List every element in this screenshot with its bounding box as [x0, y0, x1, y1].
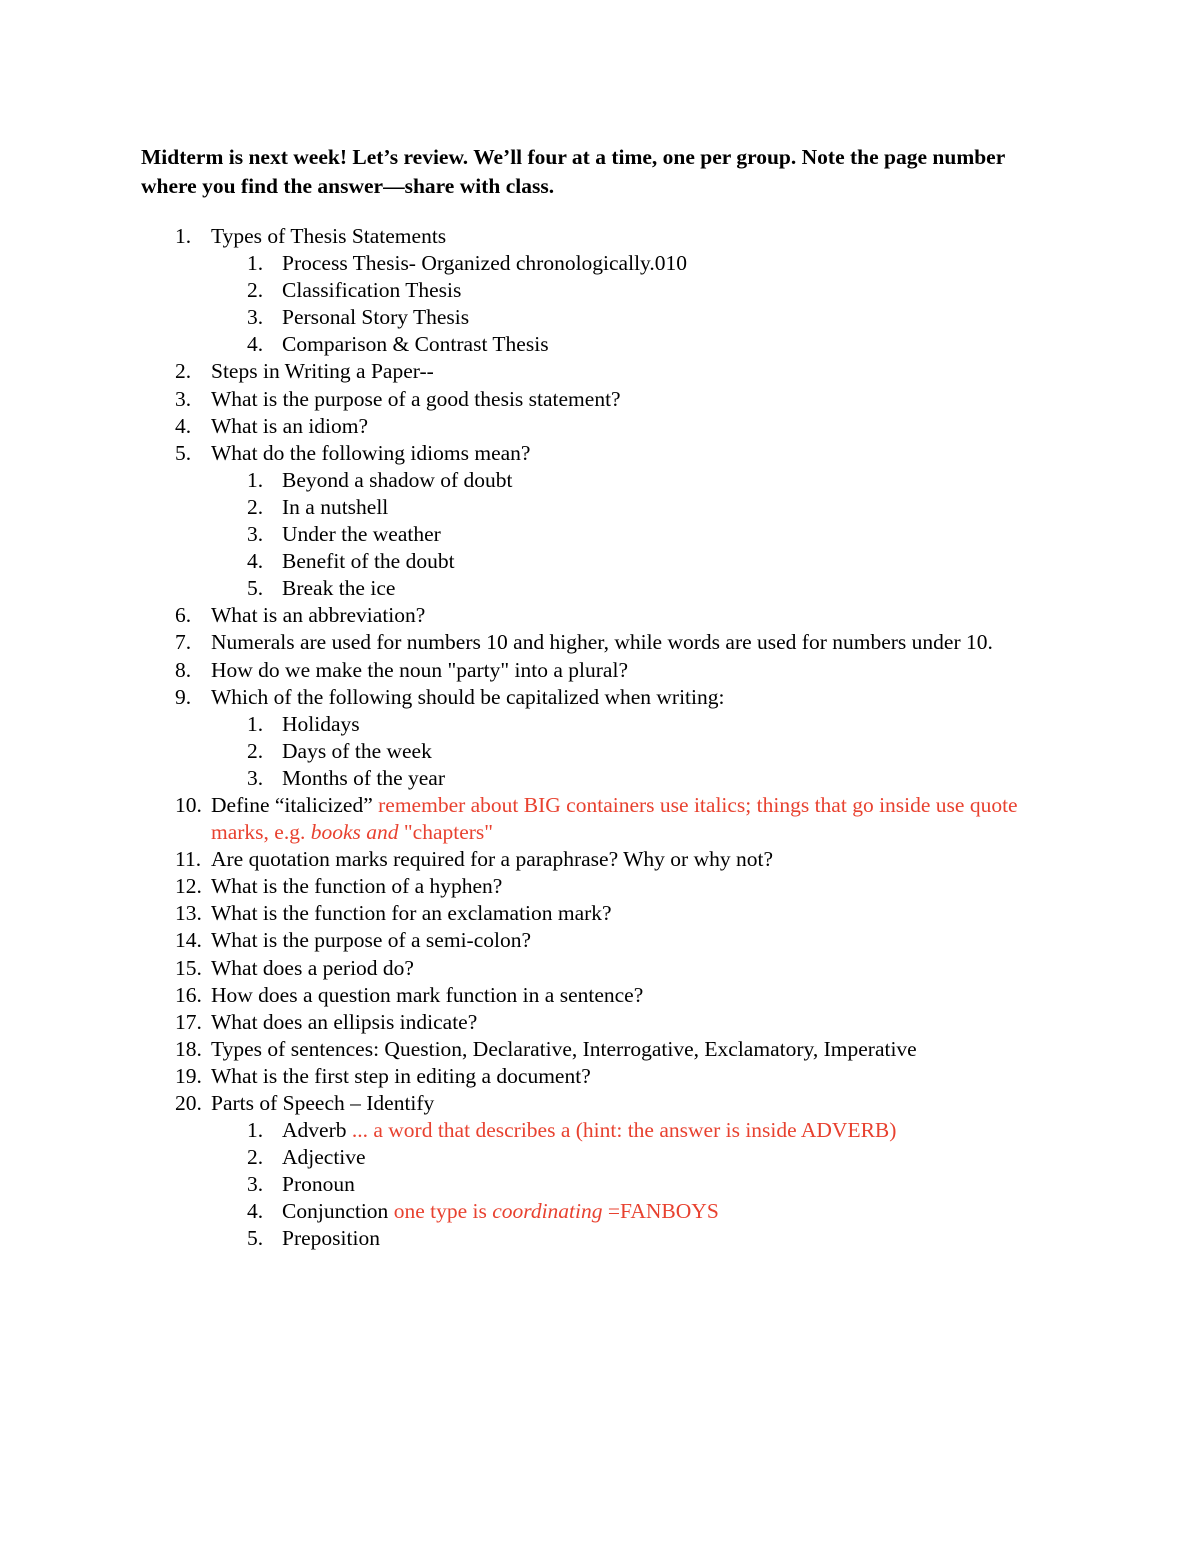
review-question-list [141, 223, 1046, 1253]
question-text: What is an idiom? [211, 413, 369, 438]
sub-item [211, 1171, 1046, 1198]
annotation-note-end: "chapters" [403, 820, 494, 845]
sub-item-number: 2. [247, 494, 264, 519]
question-number: 2. [175, 359, 192, 384]
sub-item [211, 277, 1046, 304]
question-18 [141, 1036, 1046, 1063]
sub-item-text: Preposition [282, 1226, 380, 1251]
sub-item-number: 1. [247, 467, 264, 492]
sub-item-number: 5. [247, 576, 264, 601]
annotation-note-end: =FANBOYS [607, 1199, 719, 1224]
question-number: 4. [175, 413, 192, 438]
sub-item [211, 494, 1046, 521]
annotation-note: ... a word that describes a (hint: the answer is inside ADVERB) [351, 1118, 897, 1143]
question-number: 19. [175, 1063, 202, 1088]
question-9 [141, 684, 1046, 792]
question-number: 7. [175, 630, 192, 655]
question-text: What is the purpose of a semi-colon? [211, 928, 532, 953]
question-text: Define “italicized” [211, 792, 373, 817]
question-4 [141, 413, 1046, 440]
question-text: What is the function for an exclamation mark? [211, 901, 612, 926]
sub-item-number: 2. [247, 278, 264, 303]
sub-item-text: Pronoun [282, 1172, 355, 1197]
question-text: What do the following idioms mean? [211, 440, 531, 465]
question-text: What does a period do? [211, 955, 414, 980]
sub-item [211, 1117, 1046, 1144]
question-number: 9. [175, 684, 192, 709]
question-number: 6. [175, 603, 192, 628]
sub-item-text: Under the weather [282, 522, 441, 547]
annotation-note-italic: coordinating [492, 1199, 603, 1224]
sub-item-number: 4. [247, 332, 264, 357]
annotation-note-italic: books and [310, 820, 399, 845]
question-number: 10. [175, 792, 202, 817]
sub-item-text: Benefit of the doubt [282, 549, 455, 574]
question-text: Steps in Writing a Paper-- [211, 359, 434, 384]
question-10 [141, 792, 1046, 846]
question-number: 20. [175, 1091, 202, 1115]
question-text: What is the function of a hyphen? [211, 874, 503, 899]
sub-item-number: 4. [247, 1199, 264, 1224]
sub-item [211, 467, 1046, 494]
question-3 [141, 386, 1046, 413]
sub-item-text: Break the ice [282, 576, 396, 601]
sub-item-number: 3. [247, 765, 264, 790]
question-text: What is an abbreviation? [211, 603, 426, 628]
capitalization-list [211, 711, 1046, 792]
question-text: Types of sentences: Question, Declarative, Interrogative, Exclamatory, Imperative [211, 1036, 917, 1061]
question-2 [141, 358, 1046, 385]
question-15 [141, 955, 1046, 982]
sub-item [211, 331, 1046, 358]
sub-item-number: 3. [247, 305, 264, 330]
sub-item [211, 575, 1046, 602]
sub-item-text: Holidays [282, 711, 360, 736]
question-text: Numerals are used for numbers 10 and higher, while words are used for numbers under 10. [211, 630, 993, 655]
sub-item-number: 5. [247, 1226, 264, 1251]
question-17 [141, 1009, 1046, 1036]
question-1 [141, 223, 1046, 358]
sub-item-number: 2. [247, 1145, 264, 1170]
sub-item [211, 548, 1046, 575]
intro-sentence-2: Let’s review. [352, 145, 469, 169]
sub-item-number: 3. [247, 1172, 264, 1197]
question-text: Are quotation marks required for a paraphrase? Why or why not? [211, 847, 773, 872]
intro-sentence-3: We’ll four at a time, one per group. [473, 145, 797, 169]
sub-item-number: 2. [247, 738, 264, 763]
question-6 [141, 602, 1046, 629]
sub-item-text: Beyond a shadow of doubt [282, 467, 513, 492]
question-text: How does a question mark function in a sentence? [211, 982, 644, 1007]
question-5 [141, 440, 1046, 603]
intro-sentence-4: Note the page number where you find the answer—share with class. [141, 145, 1005, 198]
sub-item-text: In a nutshell [282, 494, 389, 519]
question-20 [141, 1090, 1046, 1253]
idioms-list [211, 467, 1046, 602]
intro-sentence-1: Midterm is next week! [141, 145, 347, 169]
sub-item [211, 1225, 1046, 1252]
sub-item [211, 765, 1046, 792]
question-number: 15. [175, 955, 202, 980]
question-text: How do we make the noun "party" into a plural? [211, 657, 628, 682]
question-number: 16. [175, 982, 202, 1007]
intro-paragraph [141, 143, 1041, 201]
question-number: 17. [175, 1009, 202, 1034]
sub-item-text: Process Thesis- Organized chronologically.010 [282, 251, 688, 276]
question-19 [141, 1063, 1046, 1090]
sub-item [211, 250, 1046, 277]
sub-item [211, 738, 1046, 765]
question-14 [141, 927, 1046, 954]
sub-item-text: Adverb [282, 1118, 347, 1143]
annotation-note: remember about BIG containers use italics; things that go inside use quote marks, e.g. [211, 792, 1018, 845]
parts-of-speech-list [211, 1117, 1046, 1252]
question-number: 13. [175, 901, 202, 926]
sub-item [211, 1198, 1046, 1225]
annotation-note: one type is [393, 1199, 487, 1224]
sub-item-text: Classification Thesis [282, 278, 462, 303]
question-number: 12. [175, 874, 202, 899]
sub-item-text: Months of the year [282, 765, 446, 790]
question-text: Types of Thesis Statements [211, 224, 447, 248]
question-text: Which of the following should be capitalized when writing: [211, 684, 725, 709]
sub-item-text: Days of the week [282, 738, 432, 763]
question-number: 11. [175, 847, 202, 872]
question-text: What does an ellipsis indicate? [211, 1009, 478, 1034]
sub-item-number: 1. [247, 1118, 264, 1143]
question-number: 3. [175, 386, 192, 411]
sub-item-number: 1. [247, 251, 264, 276]
question-number: 18. [175, 1036, 202, 1061]
question-number: 1. [175, 224, 192, 248]
thesis-types-list [211, 250, 1046, 358]
sub-item-text: Personal Story Thesis [282, 305, 470, 330]
question-12 [141, 873, 1046, 900]
sub-item [211, 304, 1046, 331]
question-text: Parts of Speech – Identify [211, 1091, 435, 1115]
sub-item-text: Adjective [282, 1145, 366, 1170]
sub-item-number: 4. [247, 549, 264, 574]
sub-item-text: Comparison & Contrast Thesis [282, 332, 549, 357]
sub-item [211, 1144, 1046, 1171]
question-11 [141, 846, 1046, 873]
question-text: What is the purpose of a good thesis statement? [211, 386, 621, 411]
sub-item-number: 1. [247, 711, 264, 736]
sub-item-text: Conjunction [282, 1199, 389, 1224]
question-16 [141, 982, 1046, 1009]
question-number: 8. [175, 657, 192, 682]
question-number: 14. [175, 928, 202, 953]
question-text: What is the first step in editing a document? [211, 1063, 591, 1088]
sub-item [211, 521, 1046, 548]
question-8 [141, 657, 1046, 684]
question-7 [141, 629, 1046, 656]
sub-item-number: 3. [247, 522, 264, 547]
question-13 [141, 900, 1046, 927]
question-number: 5. [175, 440, 192, 465]
sub-item [211, 711, 1046, 738]
